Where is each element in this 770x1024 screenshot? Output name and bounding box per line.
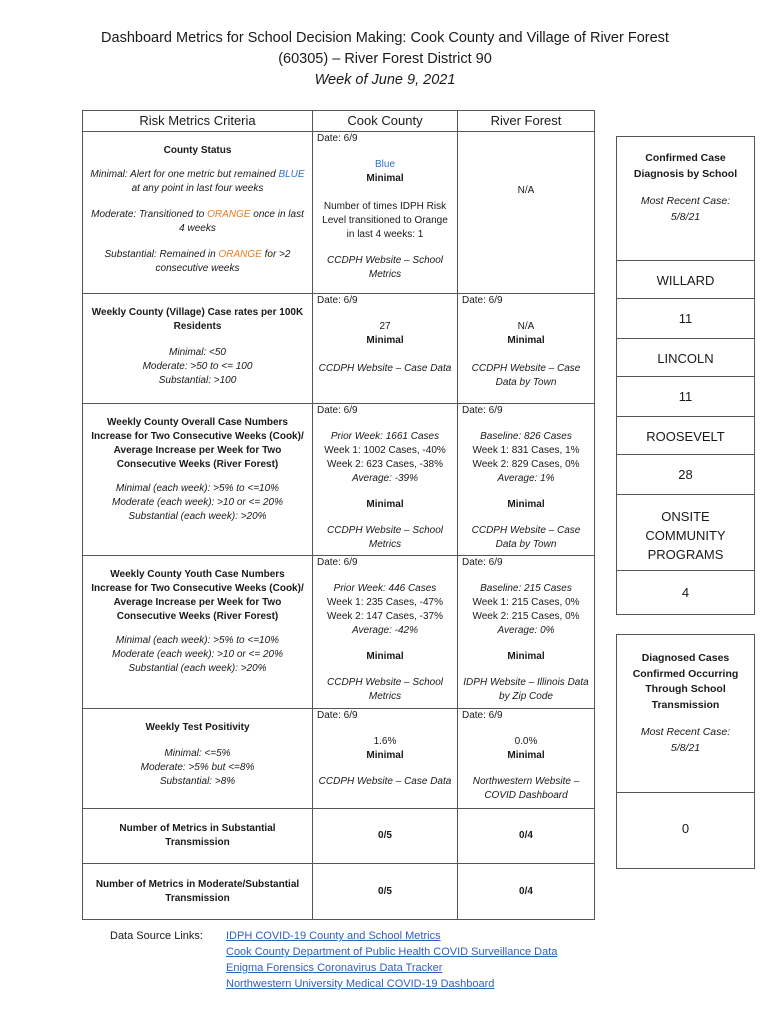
link-cook-county-surveillance[interactable]: Cook County Department of Public Health COVID Surveillance Data	[226, 946, 558, 958]
cook-substantial-count: 0/5	[313, 809, 458, 864]
cook-value: 1.6%	[373, 736, 397, 747]
link-idph-metrics[interactable]: IDPH COVID-19 County and School Metrics	[226, 930, 441, 942]
table-row	[83, 404, 595, 556]
confirmed-case-panel	[616, 136, 755, 615]
cook-value: 27	[379, 321, 391, 332]
rf-level: Minimal	[507, 651, 545, 662]
rf-source: IDPH Website – Illinois Data by Zip Code	[463, 677, 589, 702]
cook-status-color: Blue	[374, 159, 395, 170]
rf-cell	[458, 294, 595, 404]
document-week: Week of June 9, 2021	[314, 72, 456, 88]
link-northwestern-dashboard[interactable]: Northwestern University Medical COVID-19 Dashboard	[226, 978, 495, 990]
cook-prior-week: Prior Week: 446 Cases	[333, 583, 437, 594]
header-cook-county: Cook County	[313, 111, 458, 132]
rf-value: 0.0%	[514, 736, 538, 747]
criteria-title: Weekly County Overall Case Numbers Increase for Two Consecutive Weeks (Cook)/ Average Increase per Week for Two Consecutive Weeks (River Forest)	[91, 417, 304, 470]
moderate-count-label: Number of Metrics in Moderate/Substantial Transmission	[95, 878, 300, 904]
criteria-minimal: Minimal (each week): >5% to <=10%	[115, 483, 280, 494]
rf-average: Average: 1%	[497, 473, 555, 484]
rf-level: Minimal	[507, 335, 545, 346]
school-name: ONSITE COMMUNITY PROGRAMS	[617, 495, 754, 571]
cook-date: Date: 6/9	[317, 557, 358, 568]
cook-week-2: Week 2: 147 Cases, -37%	[327, 611, 443, 622]
rf-cell	[458, 709, 595, 809]
criteria-title: Weekly County Youth Case Numbers Increase for Two Consecutive Weeks (Cook)/ Average Increase per Week for Two Consecutive Weeks (River Forest)	[91, 569, 304, 622]
cook-source: CCDPH Website – Case Data	[318, 363, 452, 374]
cook-average: Average: -39%	[352, 473, 418, 484]
cook-level: Minimal	[366, 173, 404, 184]
table-row	[83, 556, 595, 709]
criteria-minimal: Minimal: Alert for one metric but remained BLUE at any point in last four weeks	[90, 169, 305, 194]
rf-substantial-count: 0/4	[458, 809, 595, 864]
criteria-moderate: Moderate: >50 to <= 100	[142, 361, 253, 372]
data-source-links	[226, 928, 557, 992]
cook-cell	[313, 132, 458, 294]
table-row	[83, 294, 595, 404]
rf-source: CCDPH Website – Case Data by Town	[471, 363, 581, 388]
rf-value: N/A	[517, 185, 535, 196]
document-title: Dashboard Metrics for School Decision Making: Cook County and Village of River Forest	[101, 30, 669, 46]
criteria-title: Weekly Test Positivity	[145, 722, 250, 733]
criteria-cell	[83, 556, 313, 709]
table-row	[83, 709, 595, 809]
cook-cell	[313, 404, 458, 556]
criteria-moderate: Moderate (each week): >10 or <= 20%	[112, 497, 283, 508]
rf-average: Average: 0%	[497, 625, 555, 636]
rf-level: Minimal	[507, 499, 545, 510]
cook-source: CCDPH Website – School Metrics	[327, 255, 443, 280]
rf-date: Date: 6/9	[462, 557, 503, 568]
rf-week-1: Week 1: 215 Cases, 0%	[472, 597, 580, 608]
school-count: 4	[681, 585, 690, 600]
rf-moderate-count: 0/4	[458, 864, 595, 920]
criteria-minimal: Minimal: <=5%	[164, 748, 231, 759]
table-row	[83, 809, 595, 864]
criteria-cell	[83, 294, 313, 404]
criteria-cell	[83, 709, 313, 809]
rf-week-1: Week 1: 831 Cases, 1%	[472, 445, 580, 456]
cook-cell	[313, 556, 458, 709]
school-count: 28	[617, 455, 754, 495]
rf-level: Minimal	[507, 750, 545, 761]
cook-week-1: Week 1: 1002 Cases, -40%	[324, 445, 446, 456]
header-criteria: Risk Metrics Criteria	[83, 111, 313, 132]
school-name: LINCOLN	[617, 339, 754, 377]
transmission-count: 0	[681, 821, 690, 836]
transmission-header	[617, 635, 754, 793]
table-row	[83, 864, 595, 920]
rf-cell	[458, 404, 595, 556]
cook-level: Minimal	[366, 750, 404, 761]
school-name: WILLARD	[617, 261, 754, 299]
rf-date: Date: 6/9	[462, 710, 503, 721]
criteria-moderate: Moderate: >5% but <=8%	[140, 762, 255, 773]
cook-source: CCDPH Website – School Metrics	[327, 677, 443, 702]
cook-date: Date: 6/9	[317, 295, 358, 306]
rf-cell	[458, 132, 595, 294]
criteria-cell	[83, 809, 313, 864]
table-row	[83, 132, 595, 294]
header-river-forest: River Forest	[458, 111, 595, 132]
cook-prior-week: Prior Week: 1661 Cases	[330, 431, 440, 442]
criteria-substantial: Substantial (each week): >20%	[128, 663, 267, 674]
criteria-moderate: Moderate (each week): >10 or <= 20%	[112, 649, 283, 660]
cook-date: Date: 6/9	[317, 133, 358, 144]
school-name: ROOSEVELT	[617, 417, 754, 455]
cook-date: Date: 6/9	[317, 710, 358, 721]
document-subtitle: (60305) – River Forest District 90	[278, 51, 492, 67]
criteria-moderate: Moderate: Transitioned to ORANGE once in last 4 weeks	[91, 209, 304, 234]
cook-cell	[313, 294, 458, 404]
link-enigma-tracker[interactable]: Enigma Forensics Coronavirus Data Tracker	[226, 962, 443, 974]
criteria-minimal: Minimal: <50	[169, 347, 226, 358]
criteria-substantial: Substantial: Remained in ORANGE for >2 consecutive weeks	[104, 249, 291, 274]
criteria-minimal: Minimal (each week): >5% to <=10%	[115, 635, 280, 646]
rf-value: N/A	[517, 321, 535, 332]
metrics-table	[82, 110, 595, 920]
rf-week-2: Week 2: 829 Cases, 0%	[472, 459, 580, 470]
school-count: 11	[617, 377, 754, 417]
cook-source: CCDPH Website – School Metrics	[327, 525, 443, 550]
rf-date: Date: 6/9	[462, 405, 503, 416]
rf-source: CCDPH Website – Case Data by Town	[471, 525, 581, 550]
data-sources-label: Data Source Links:	[110, 930, 203, 942]
cook-moderate-count: 0/5	[313, 864, 458, 920]
criteria-substantial: Substantial: >100	[158, 375, 237, 386]
cook-note: Number of times IDPH Risk Level transitioned to Orange in last 4 weeks: 1	[322, 201, 448, 240]
rf-source: Northwestern Website – COVID Dashboard	[472, 776, 580, 801]
criteria-substantial: Substantial: >8%	[159, 776, 236, 787]
criteria-cell	[83, 404, 313, 556]
cook-week-1: Week 1: 235 Cases, -47%	[327, 597, 443, 608]
rf-date: Date: 6/9	[462, 295, 503, 306]
substantial-count-label: Number of Metrics in Substantial Transmission	[119, 823, 276, 848]
criteria-title: County Status	[163, 145, 232, 156]
cook-cell	[313, 709, 458, 809]
criteria-substantial: Substantial (each week): >20%	[128, 511, 267, 522]
school-transmission-panel	[616, 634, 755, 869]
rf-baseline: Baseline: 826 Cases	[480, 431, 572, 442]
cook-level: Minimal	[366, 335, 404, 346]
transmission-title: Diagnosed Cases Confirmed Occurring Through School Transmission	[632, 652, 739, 711]
most-recent-case: Most Recent Case: 5/8/21	[640, 726, 731, 754]
criteria-cell	[83, 864, 313, 920]
school-count: 11	[617, 299, 754, 339]
criteria-cell	[83, 132, 313, 294]
confirmed-case-header	[617, 137, 754, 261]
rf-cell	[458, 556, 595, 709]
cook-week-2: Week 2: 623 Cases, -38%	[327, 459, 443, 470]
rf-baseline: Baseline: 215 Cases	[480, 583, 572, 594]
rf-week-2: Week 2: 215 Cases, 0%	[472, 611, 580, 622]
most-recent-case: Most Recent Case: 5/8/21	[640, 195, 731, 223]
confirmed-case-title: Confirmed Case Diagnosis by School	[633, 152, 738, 180]
cook-level: Minimal	[366, 651, 404, 662]
criteria-title: Weekly County (Village) Case rates per 100K Residents	[91, 307, 304, 332]
cook-date: Date: 6/9	[317, 405, 358, 416]
cook-source: CCDPH Website – Case Data	[318, 776, 452, 787]
cook-average: Average: -42%	[352, 625, 418, 636]
cook-level: Minimal	[366, 499, 404, 510]
